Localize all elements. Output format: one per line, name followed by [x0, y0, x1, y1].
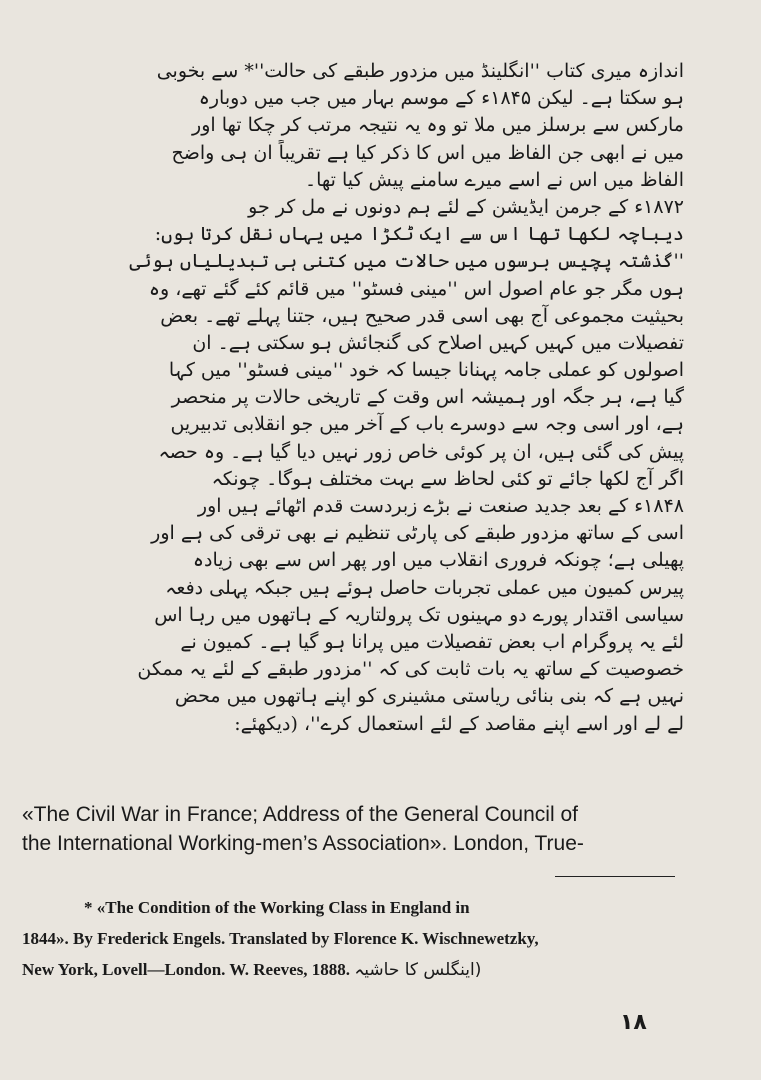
text-line: پھیلی ہے؛ چونکہ فروری انقلاب میں اور پھر اس سے بھی زیادہ	[192, 549, 684, 572]
english-citation	[22, 800, 684, 858]
footnote-attribution: (اینگلس کا حاشیہ	[354, 960, 482, 980]
text-line: میں نے ابھی جن الفاظ میں اس کا ذکر کیا ہے تقریباً ان ہی واضح	[171, 141, 684, 164]
text-line: ۱۸۴۸ء کے بعد جدید صنعت نے بڑے زبردست قدم اٹھائے ہیں اور	[197, 495, 684, 517]
urdu-body-text	[22, 58, 684, 738]
text-line: الفاظ میں اس نے اسے میرے سامنے پیش کیا تھا۔	[304, 168, 684, 191]
text-line: پیرس کمیون میں عملی تجربات حاصل ہوئے ہیں جبکہ پہلی دفعہ	[165, 576, 684, 599]
text-line: سیاسی اقتدار پورے دو مہینوں تک پرولتاریہ کے ہاتھوں میں رہا اس	[154, 603, 684, 626]
text-line: اصولوں کو عملی جامہ پہنانا جیسا کہ خود ''مینی فسٹو'' میں کہا	[168, 359, 684, 382]
text-line: ہے، اور اسی وجہ سے دوسرے باب کے آخر میں جو انقلابی تدبیریں	[170, 413, 684, 436]
footnote-line	[22, 954, 684, 985]
text-line: ۱۸۷۲ء کے جرمن ایڈیشن کے لئے ہم دونوں نے مل کر جو	[248, 195, 684, 218]
footnote-divider	[555, 876, 675, 877]
text-line: نہیں ہے کہ بنی بنائی ریاستی مشینری کو اپنے ہاتھوں میں محض	[174, 685, 684, 708]
text-line: ہو سکتا ہے۔ لیکن ۱۸۴۵ء کے موسم بہار میں جب میں دوبارہ	[198, 87, 684, 110]
text-line: بحیثیت مجموعی آج بھی اسی قدر صحیح ہیں، جتنا پہلے تھے۔ بعض	[160, 304, 684, 327]
text-line: تفصیلات میں کہیں کہیں اصلاح کی گنجائش ہو سکتی ہے۔ ان	[192, 331, 684, 354]
text-line: ہوں مگر جو عام اصول اس ''مینی فسٹو'' میں قائم کئے گئے تھے، وہ	[148, 277, 684, 300]
text-line: اگر آج لکھا جائے تو کئی لحاظ سے بہت مختلف ہوگا۔ چونکہ	[211, 467, 684, 490]
text-line: مارکس سے برسلز میں ملا تو وہ یہ نتیجہ مرتب کر چکا تھا اور	[192, 114, 684, 137]
footnote-line: * «The Condition of the Working Class in England in	[84, 898, 470, 917]
text-line: لے لے اور اسے اپنے مقاصد کے لئے استعمال کرے''، (دیکھئے:	[234, 712, 684, 735]
text-line: دیباچہ لکھا تھا اس سے ایک ٹکڑا میں یہاں نقل کرتا ہوں:	[154, 223, 684, 246]
text-line: اسی کے ساتھ مزدور طبقے کی پارٹی تنظیم نے بھی ترقی کی ہے اور	[151, 522, 684, 545]
footnote-publisher: New York, Lovell—London. W. Reeves, 1888.	[22, 960, 351, 979]
page-number: ۱۸	[620, 1010, 647, 1035]
text-line: پیش کی گئی ہیں، ان پر کوئی خاص زور نہیں دیا گیا ہے۔ وہ حصہ	[158, 440, 684, 463]
text-line: خصوصیت کے ساتھ یہ بات ثابت کی کہ ''مزدور طبقے کے لئے یہ ممکن	[137, 658, 684, 681]
text-line: ''گذشتہ پچیس برسوں میں حالات میں کتنی ہی تبدیلیاں ہوئی	[129, 250, 684, 273]
text-line: لئے یہ پروگرام اب بعض تفصیلات میں پرانا ہو گیا ہے۔ کمیون نے	[180, 630, 684, 653]
footnote	[22, 892, 684, 985]
footnote-line: 1844». By Frederick Engels. Translated by Florence K. Wischnewetzky,	[22, 929, 539, 948]
text-line: اندازہ میری کتاب ''انگلینڈ میں مزدور طبقے کی حالت''* سے بخوبی	[156, 60, 684, 82]
text-line: گیا ہے، ہر جگہ اور ہمیشہ اس وقت کے تاریخی حالات پر منحصر	[171, 386, 684, 409]
citation-line: «The Civil War in France; Address of the General Council of	[22, 803, 578, 826]
citation-line: the International Working-men’s Association». London, True-	[22, 832, 584, 855]
